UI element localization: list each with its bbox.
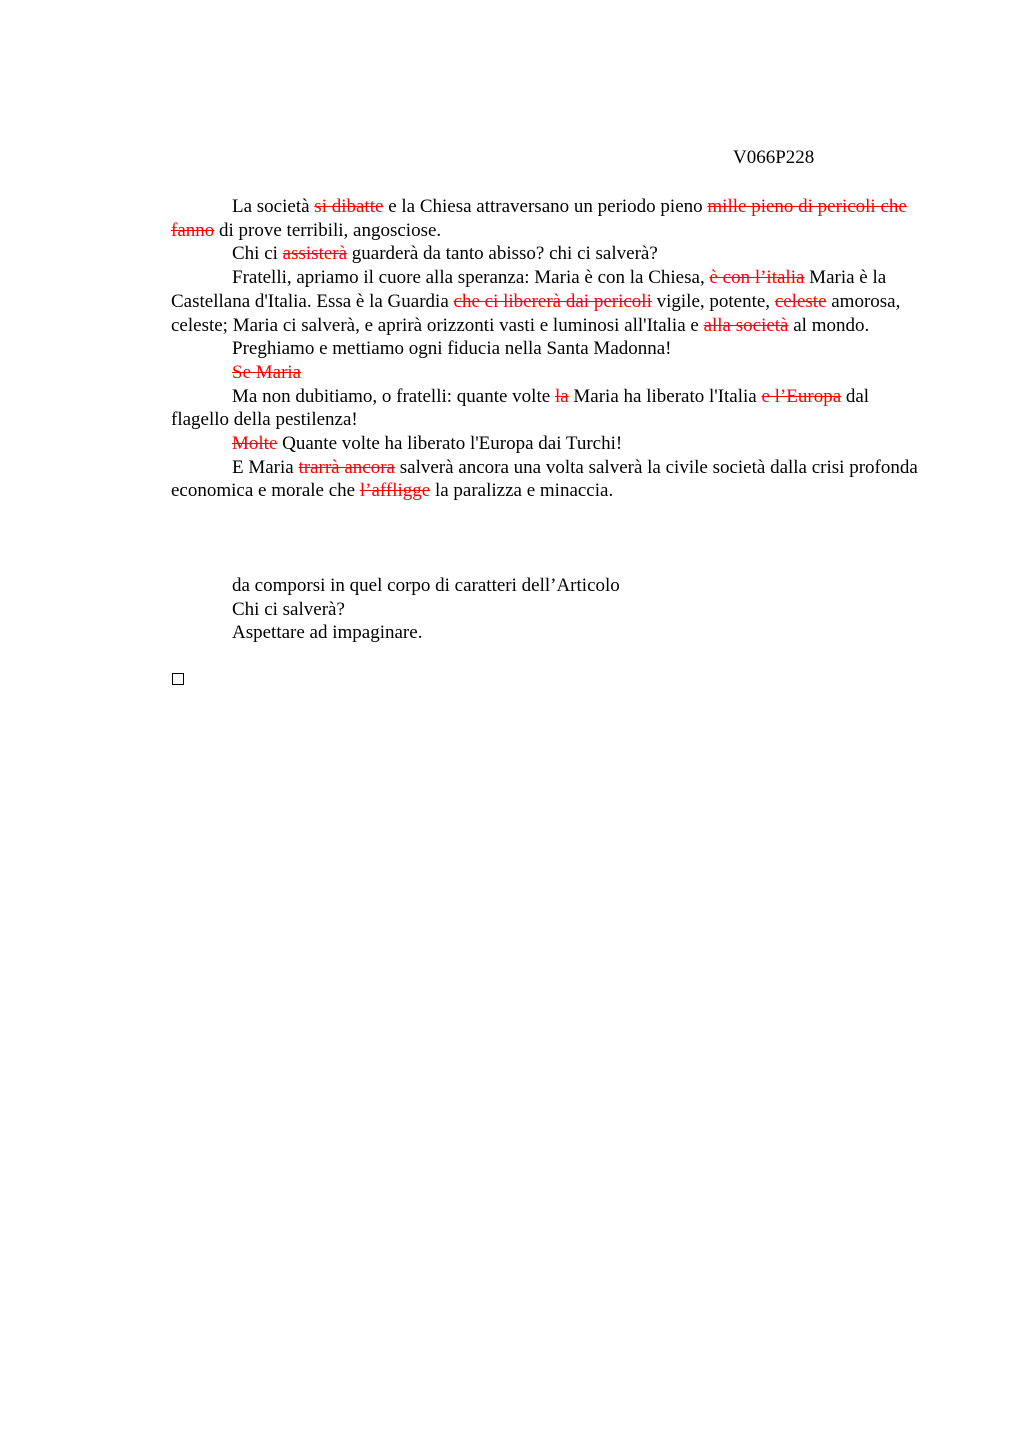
text-segment: La società: [232, 196, 315, 217]
paragraph: [171, 242, 931, 266]
deleted-text: mille pieno di pericoli che fanno: [171, 196, 907, 241]
deleted-text: che ci libererà dai pericoli: [453, 290, 652, 312]
deleted-text: si dibatte: [314, 196, 384, 217]
editorial-notes: [171, 574, 931, 645]
note-line: da comporsi in quel corpo di caratteri dell’Articolo: [232, 575, 620, 596]
paragraph: [171, 385, 931, 432]
deleted-text: alla società: [703, 314, 789, 336]
text-segment: la paralizza e minaccia.: [430, 480, 614, 502]
deleted-text: e l’Europa: [761, 385, 842, 407]
deleted-text: Se Maria: [232, 361, 302, 383]
text-segment: amorosa, celeste; Maria ci salverà, e aprirà orizzonti vasti e luminosi all'Italia e: [171, 290, 901, 336]
page-id: V066P228: [733, 147, 815, 168]
text-segment: vigile, potente,: [651, 290, 775, 312]
text-segment: di prove terribili, angosciose.: [214, 219, 442, 241]
text-segment: Maria ha liberato l'Italia: [568, 385, 762, 407]
text-segment: Maria è la Castellana d'Italia. Essa è la Guardia: [171, 267, 887, 312]
document-body: [171, 195, 931, 503]
deleted-text: l’affligge: [359, 480, 431, 502]
paragraph: [171, 337, 931, 361]
paragraph: [171, 195, 931, 242]
paragraph: [171, 456, 931, 503]
deleted-text: è con l’italia: [709, 267, 805, 289]
paragraph: [171, 361, 931, 385]
deleted-text: Molte: [232, 433, 278, 455]
text-segment: Quante volte ha liberato l'Europa dai Turchi!: [277, 433, 623, 455]
text-segment: guarderà da tanto abisso? chi ci salverà?: [347, 243, 658, 265]
text-segment: salverà ancora una volta salverà la civile società dalla crisi profonda economica e morale che: [171, 456, 918, 502]
text-segment: E Maria: [232, 456, 299, 478]
text-segment: Preghiamo e mettiamo ogni fiducia nella Santa Madonna!: [232, 338, 672, 360]
paragraph: [171, 432, 931, 456]
text-segment: Fratelli, apriamo il cuore alla speranza: Maria è con la Chiesa,: [232, 267, 710, 289]
paragraph: [171, 266, 931, 337]
text-segment: dal flagello della pestilenza!: [171, 385, 870, 431]
text-segment: al mondo.: [788, 314, 870, 336]
deleted-text: trarrà ancora: [298, 456, 395, 478]
deleted-text: la: [554, 385, 569, 407]
note-line: Chi ci salverà?: [232, 598, 345, 620]
deleted-text: celeste: [774, 290, 827, 312]
text-segment: Chi ci: [232, 243, 283, 265]
text-segment: e la Chiesa attraversano un periodo pieno: [383, 196, 708, 217]
deleted-text: assisterà: [282, 243, 348, 265]
text-segment: Ma non dubitiamo, o fratelli: quante volte: [232, 385, 555, 407]
checkbox-icon[interactable]: [172, 673, 184, 685]
note-line: Aspettare ad impaginare.: [232, 622, 423, 644]
